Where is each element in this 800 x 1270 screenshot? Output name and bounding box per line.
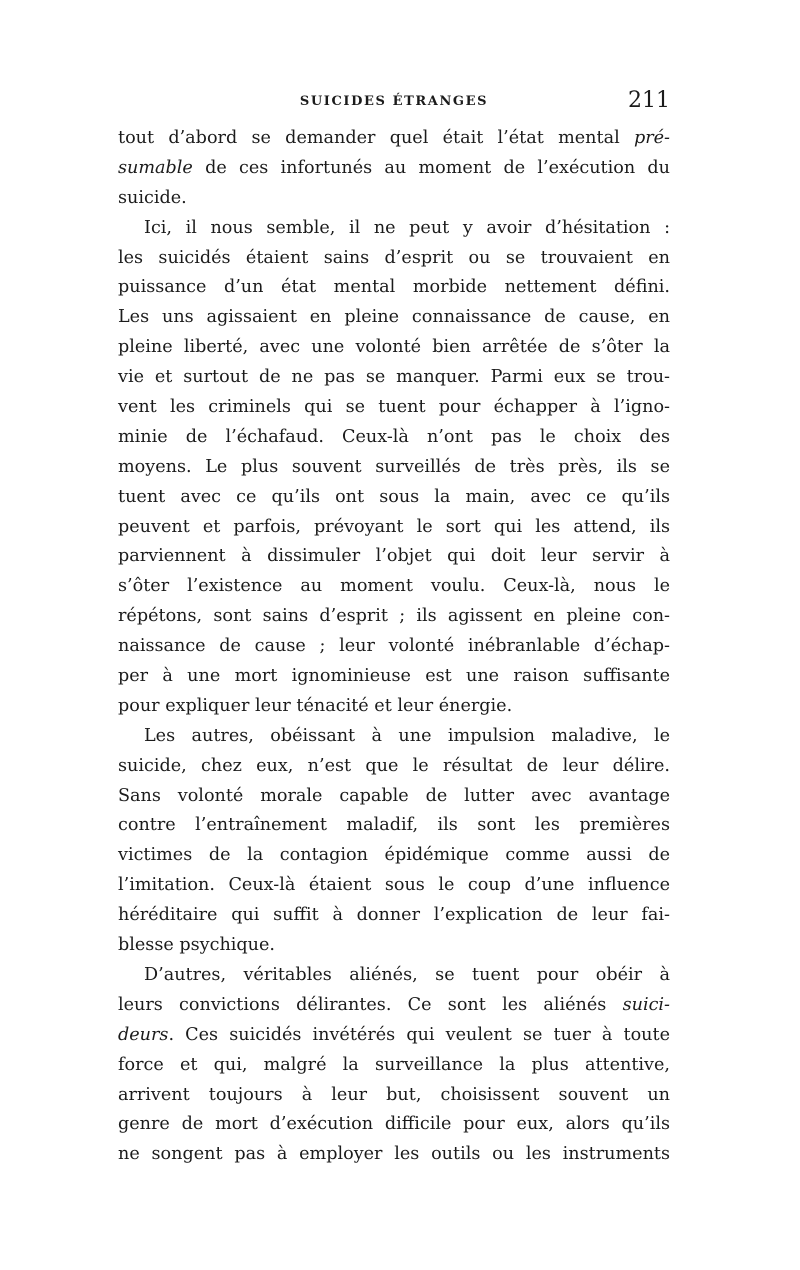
text-segment: blesse psychique. (118, 935, 276, 956)
text-line (118, 363, 670, 393)
text-line (118, 423, 670, 453)
text-line (118, 184, 670, 214)
text-line (118, 1051, 670, 1081)
text-segment: naissance de cause ; leur volonté inébranlable d’échap- (118, 636, 670, 657)
page-number: 211 (628, 88, 670, 113)
text-segment: parviennent à dissimuler l’objet qui doit leur servir à (118, 546, 670, 567)
text-segment: héréditaire qui suffit à donner l’explication de leur fai- (118, 905, 670, 926)
text-segment: s’ôter l’existence au moment voulu. Ceux-là, nous le (118, 576, 670, 597)
text-line (118, 542, 670, 572)
text-segment: Ici, il nous semble, il ne peut y avoir d’hésitation : (144, 217, 670, 238)
text-segment: D’autres, véritables aliénés, se tuent pour obéir à (144, 964, 670, 985)
text-line (118, 752, 670, 782)
text-line (118, 961, 670, 991)
text-segment: ne songent pas à employer les outils ou les instruments (118, 1144, 670, 1165)
text-segment: suicide. (118, 187, 187, 208)
text-segment: contre l’entraînement maladif, ils sont les premières (118, 815, 670, 836)
text-segment: genre de mort d’exécution difficile pour eux, alors qu’ils (118, 1114, 670, 1135)
italic-text: sumable (118, 157, 193, 178)
text-line (118, 901, 670, 931)
text-line (118, 333, 670, 363)
text-segment: tuent avec ce qu’ils ont sous la main, avec ce qu’ils (118, 486, 670, 507)
text-line (118, 1081, 670, 1111)
text-segment: tout d’abord se demander quel était l’état mental (118, 128, 634, 148)
text-segment: minie de l’échafaud. Ceux-là n’ont pas le choix des (118, 426, 670, 447)
text-line (118, 154, 670, 184)
text-line (118, 1110, 670, 1140)
text-line (118, 214, 670, 244)
text-segment: puissance d’un état mental morbide nettement défini. (118, 277, 670, 298)
text-segment: victimes de la contagion épidémique comme aussi de (118, 845, 670, 866)
text-segment: moyens. Le plus souvent surveillés de très près, ils se (118, 456, 670, 477)
text-line (118, 692, 670, 722)
text-segment: Sans volonté morale capable de lutter avec avantage (118, 785, 670, 806)
text-segment: leurs convictions délirantes. Ce sont les aliénés (118, 994, 623, 1015)
text-segment: per à une mort ignominieuse est une raison suffisante (118, 666, 670, 687)
text-line (118, 1021, 670, 1051)
text-line (118, 632, 670, 662)
text-segment: vie et surtout de ne pas se manquer. Parmi eux se trou- (118, 367, 670, 388)
text-line (118, 273, 670, 303)
text-segment: Les autres, obéissant à une impulsion maladive, le (144, 725, 670, 746)
text-line (118, 602, 670, 632)
text-segment: suicide, chez eux, n’est que le résultat de leur délire. (118, 755, 670, 776)
text-segment: . Ces suicidés invétérés qui veulent se tuer à toute (168, 1024, 670, 1045)
text-line (118, 931, 670, 961)
text-line (118, 124, 670, 154)
running-head (118, 88, 670, 122)
text-line (118, 453, 670, 483)
text-line (118, 303, 670, 333)
text-line (118, 722, 670, 752)
text-line (118, 782, 670, 812)
text-line (118, 871, 670, 901)
text-line (118, 811, 670, 841)
text-line (118, 244, 670, 274)
text-segment: pleine liberté, avec une volonté bien arrêtée de s’ôter la (118, 337, 670, 358)
text-segment: pour expliquer leur ténacité et leur énergie. (118, 695, 513, 716)
text-segment: arrivent toujours à leur but, choisissent souvent un (118, 1084, 670, 1105)
text-line (118, 572, 670, 602)
text-segment: répétons, sont sains d’esprit ; ils agissent en pleine con- (118, 606, 670, 627)
text-line (118, 1140, 670, 1170)
text-segment: peuvent et parfois, prévoyant le sort qui les attend, ils (118, 516, 670, 537)
text-line (118, 513, 670, 543)
text-line (118, 662, 670, 692)
text-segment: de ces infortunés au moment de l’exécution du (192, 157, 670, 178)
text-line (118, 393, 670, 423)
text-segment: l’imitation. Ceux-là étaient sous le coup d’une influence (118, 875, 670, 896)
text-segment: les suicidés étaient sains d’esprit ou se trouvaient en (118, 247, 670, 268)
text-line (118, 483, 670, 513)
italic-text: pré- (633, 128, 670, 148)
text-segment: vent les criminels qui se tuent pour échapper à l’igno- (118, 397, 670, 418)
text-line (118, 841, 670, 871)
italic-text: suici- (622, 994, 670, 1015)
running-title: SUICIDES ÉTRANGES (299, 94, 489, 109)
text-line (118, 991, 670, 1021)
text-segment: Les uns agissaient en pleine connaissance de cause, en (118, 307, 670, 328)
italic-text: deurs (118, 1024, 169, 1045)
body-text (118, 124, 670, 1170)
text-segment: force et qui, malgré la surveillance la plus attentive, (118, 1054, 670, 1075)
